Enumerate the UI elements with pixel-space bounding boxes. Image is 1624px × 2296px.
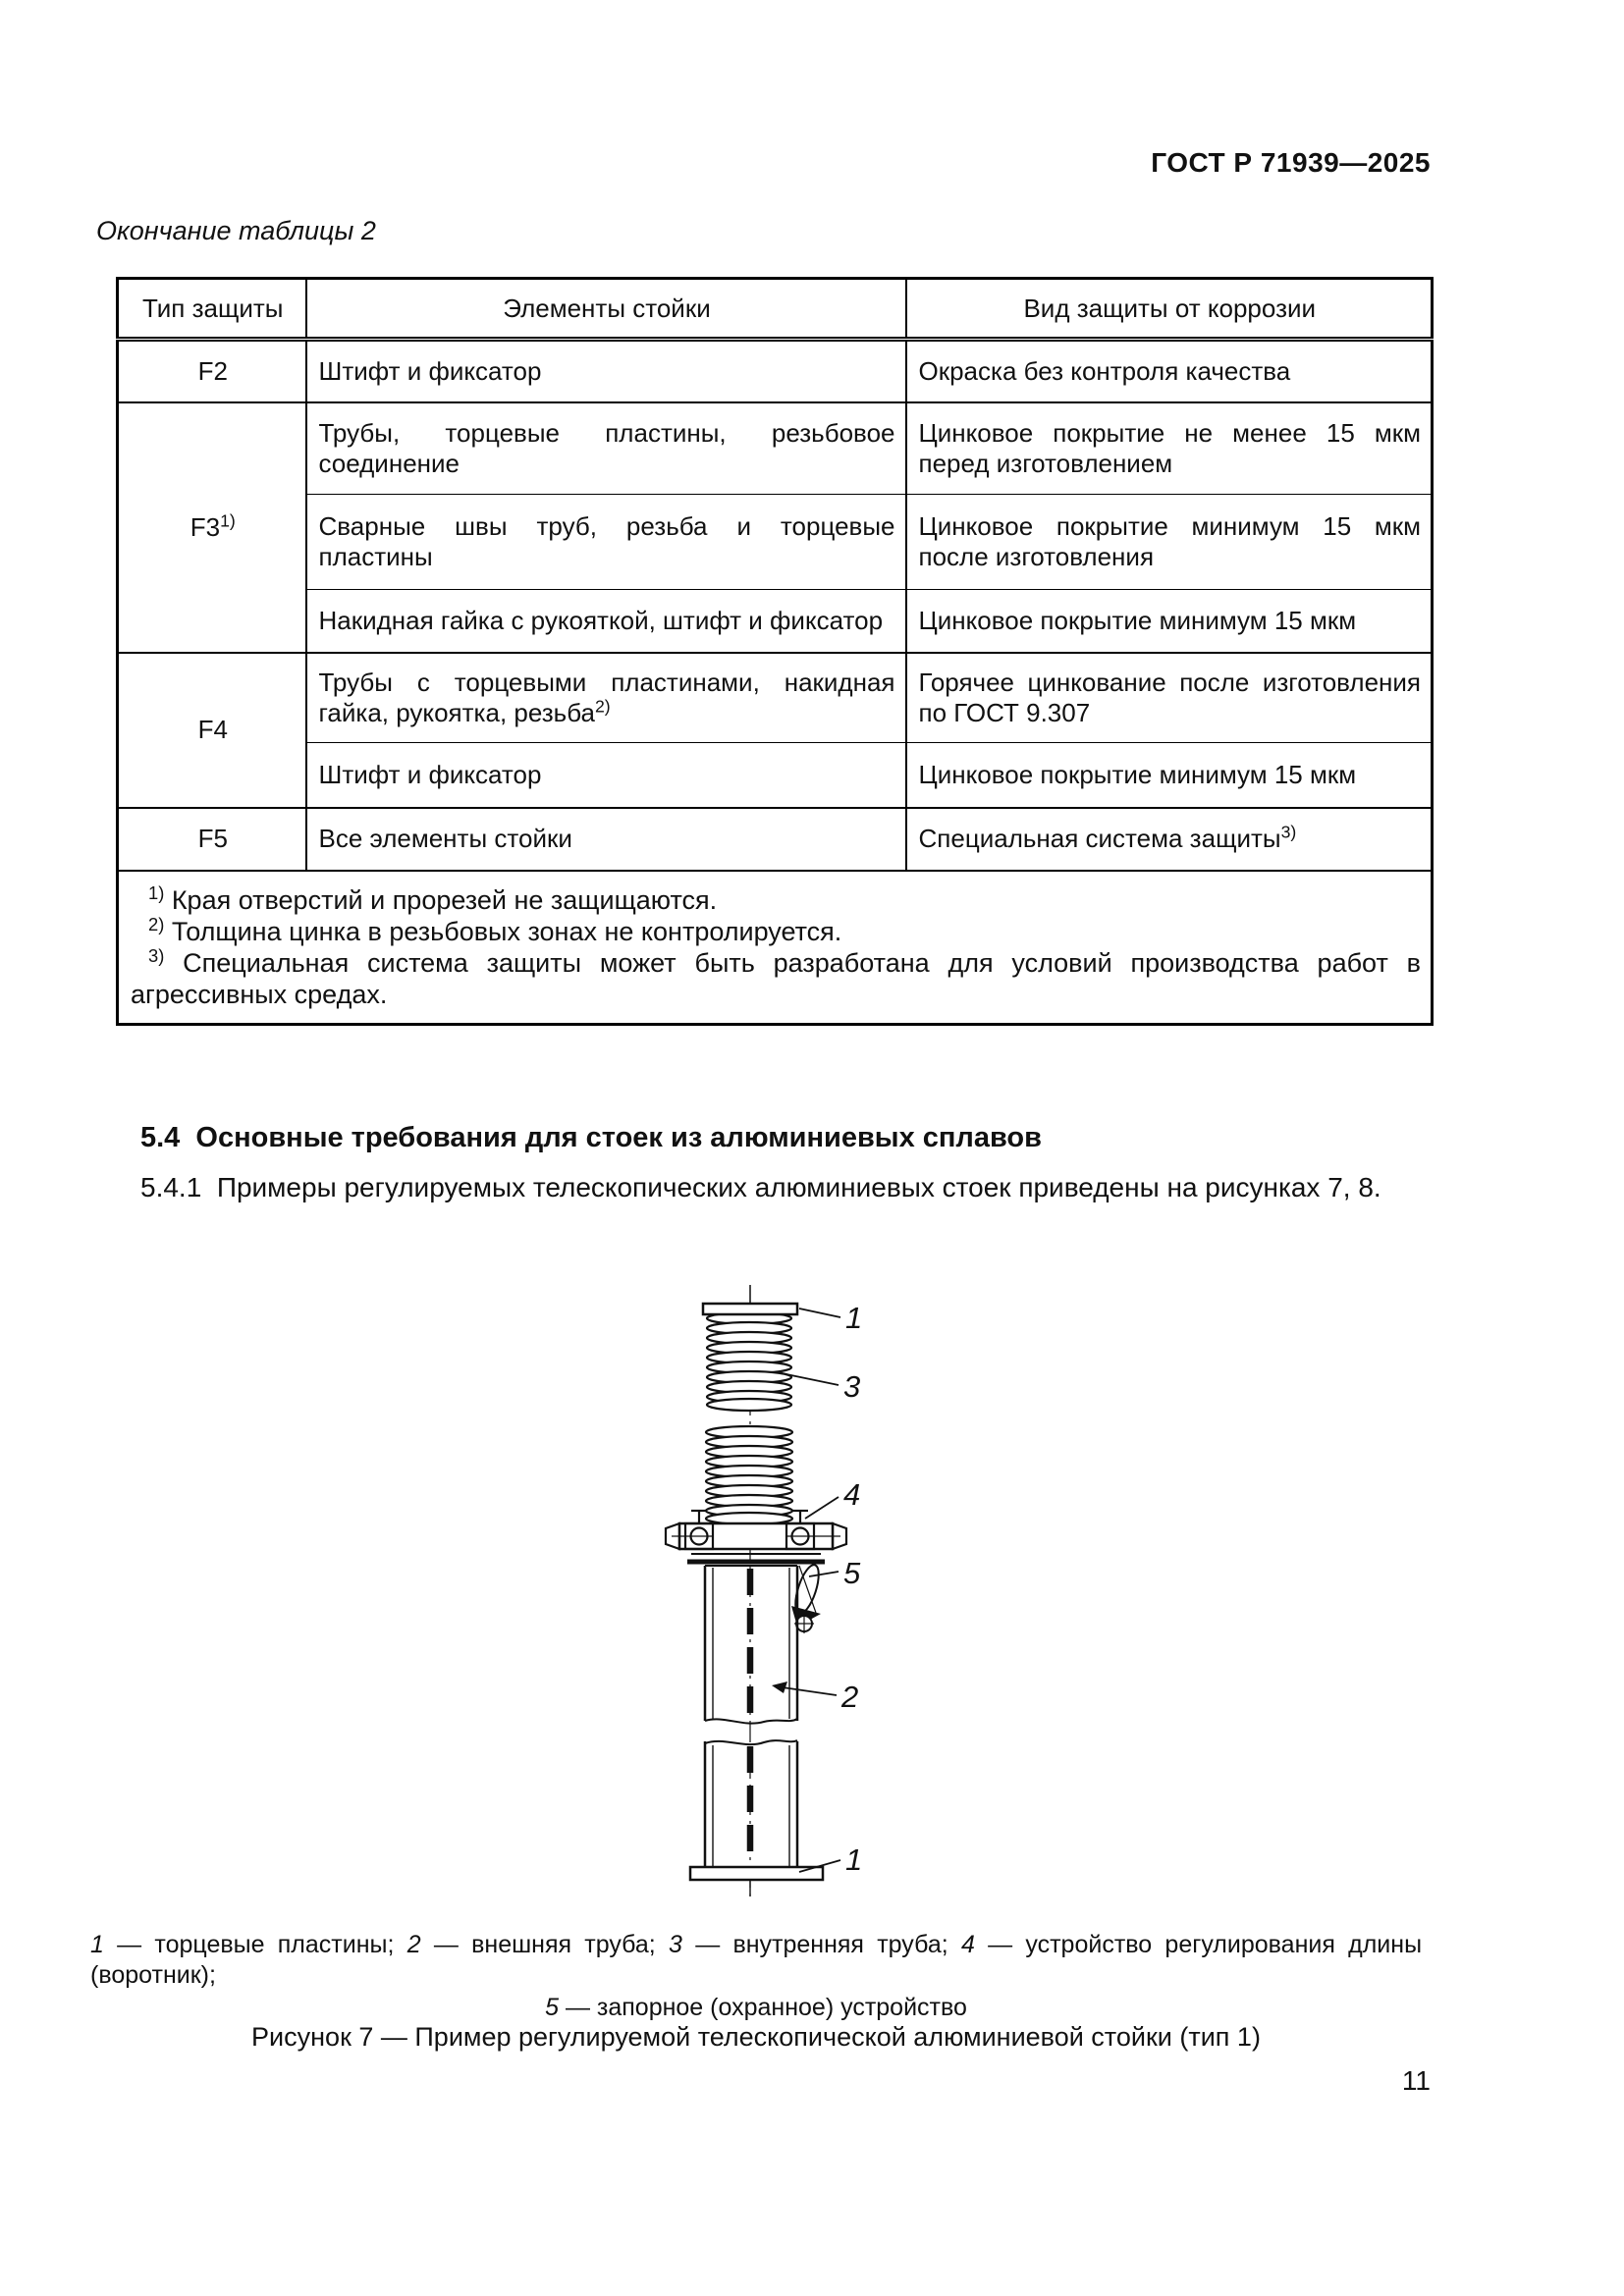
element-text: Трубы с торцевыми пластинами, накидная гайка, рукоятка, резьба bbox=[318, 667, 895, 727]
legend-text: — торцевые пластины; bbox=[117, 1931, 395, 1958]
section-heading-5-4: 5.4 Основные требования для стоек из алюминиевых сплавов bbox=[140, 1122, 1042, 1153]
cell-type-f5: F5 bbox=[118, 808, 306, 871]
figure-label-2: 2 bbox=[841, 1680, 859, 1714]
leader-top-plate bbox=[799, 1308, 840, 1317]
figure-label-3: 3 bbox=[843, 1369, 861, 1404]
cell-protection: Окраска без контроля качества bbox=[906, 340, 1433, 402]
legend-item bbox=[407, 1931, 656, 1958]
figure-labels bbox=[840, 1301, 862, 1877]
footnote-3-text: Специальная система защиты может быть разработана для условий производства работ в агрессивных средах. bbox=[131, 947, 1421, 1009]
cell-protection: Цинковое покрытие минимум 15 мкм bbox=[906, 743, 1433, 808]
top-plate bbox=[703, 1304, 797, 1314]
table-row bbox=[118, 743, 1433, 808]
table-row bbox=[118, 808, 1433, 871]
page-number: 11 bbox=[1401, 2065, 1431, 2096]
legend-line-2 bbox=[90, 1993, 1422, 2023]
protection-sup: 3) bbox=[1280, 822, 1297, 842]
type-sup: 1) bbox=[220, 509, 236, 530]
cell-element: Штифт и фиксатор bbox=[306, 743, 906, 808]
legend-item bbox=[90, 1931, 394, 1958]
cell-element: Накидная гайка с рукояткой, штифт и фиксатор bbox=[306, 590, 906, 653]
cell-type-f3 bbox=[118, 402, 306, 653]
footnote-3-sup: 3) bbox=[148, 944, 165, 966]
cell-protection: Цинковое покрытие минимум 15 мкм после изготовления bbox=[906, 495, 1433, 590]
prop-drawing-svg bbox=[589, 1271, 1001, 1909]
figure-label-1-bottom: 1 bbox=[845, 1842, 863, 1877]
element-sup: 2) bbox=[594, 696, 611, 717]
outer-tube-lower bbox=[705, 1740, 797, 1867]
figure-caption: Рисунок 7 — Пример регулируемой телескопической алюминиевой стойки (тип 1) bbox=[251, 2022, 1261, 2052]
cell-element: Сварные швы труб, резьба и торцевые пластины bbox=[306, 495, 906, 590]
bottom-plate bbox=[690, 1867, 823, 1880]
legend-text: — запорное (охранное) устройство bbox=[565, 1994, 967, 2021]
col-header-type: Тип защиты bbox=[118, 279, 306, 340]
footnote-2-sup: 2) bbox=[148, 913, 165, 934]
inner-tube-thread-lower bbox=[706, 1426, 792, 1524]
figure-7 bbox=[589, 1271, 1001, 1909]
figure-label-4: 4 bbox=[843, 1477, 861, 1512]
table-row bbox=[118, 340, 1433, 402]
cell-protection bbox=[906, 808, 1433, 871]
footnote-1-sup: 1) bbox=[148, 881, 165, 903]
legend-text: — внешняя труба; bbox=[433, 1931, 656, 1958]
col-header-elements: Элементы стойки bbox=[306, 279, 906, 340]
table-continuation-label: Окончание таблицы 2 bbox=[96, 216, 376, 245]
cell-type-f2: F2 bbox=[118, 340, 306, 402]
leader-collar bbox=[805, 1497, 839, 1519]
footnotes-row bbox=[118, 871, 1433, 1025]
paragraph-5-4-1: 5.4.1 Примеры регулируемых телескопических алюминиевых стоек приведены на рисунках 7, 8. bbox=[140, 1172, 1381, 1202]
legend-num: 1 bbox=[90, 1931, 104, 1958]
col-header-protection: Вид защиты от коррозии bbox=[906, 279, 1433, 340]
legend-text: — устройство регулирования длины (воротник); bbox=[90, 1931, 1423, 1989]
legend-text: — внутренняя труба; bbox=[695, 1931, 948, 1958]
table-header-row bbox=[118, 279, 1433, 340]
type-label: F3 bbox=[189, 511, 221, 542]
legend-num: 5 bbox=[545, 1994, 559, 2021]
footnote-2 bbox=[131, 913, 1421, 947]
legend-item bbox=[669, 1931, 948, 1958]
cell-element: Штифт и фиксатор bbox=[306, 340, 906, 402]
legend-num: 4 bbox=[960, 1931, 975, 1958]
footnote-2-text: Толщина цинка в резьбовых зонах не контролируется. bbox=[164, 916, 842, 946]
footnote-3 bbox=[131, 944, 1421, 1010]
cell-protection: Цинковое покрытие не менее 15 мкм перед изготовлением bbox=[906, 402, 1433, 495]
inner-tube-thread-upper bbox=[707, 1312, 791, 1411]
table-row bbox=[118, 653, 1433, 743]
cell-element: Все элементы стойки bbox=[306, 808, 906, 871]
cell-protection: Горячее цинкование после изготовления по ГОСТ 9.307 bbox=[906, 653, 1433, 743]
legend-num: 3 bbox=[669, 1931, 682, 1958]
figure-legend bbox=[90, 1930, 1422, 2023]
protection-text: Специальная система защиты bbox=[918, 824, 1281, 853]
figure-label-5: 5 bbox=[843, 1556, 861, 1590]
footnotes-cell bbox=[118, 871, 1433, 1025]
legend-num: 2 bbox=[406, 1931, 421, 1958]
cell-element bbox=[306, 653, 906, 743]
footnote-1-text: Края отверстий и прорезей не защищаются. bbox=[164, 884, 718, 915]
cell-element: Трубы, торцевые пластины, резьбовое соединение bbox=[306, 402, 906, 495]
protection-table bbox=[116, 277, 1434, 1026]
cell-type-f4: F4 bbox=[118, 653, 306, 808]
cell-protection: Цинковое покрытие минимум 15 мкм bbox=[906, 590, 1433, 653]
running-header: ГОСТ Р 71939—2025 bbox=[1151, 147, 1431, 178]
legend-line-1 bbox=[90, 1930, 1422, 1991]
table-row bbox=[118, 495, 1433, 590]
table-row bbox=[118, 590, 1433, 653]
outer-tube-upper bbox=[705, 1566, 797, 1724]
footnote-1 bbox=[131, 881, 1421, 916]
figure-label-1-top: 1 bbox=[845, 1301, 863, 1335]
lock-device bbox=[790, 1562, 823, 1633]
table-row bbox=[118, 402, 1433, 495]
leader-outer-tube-arrowhead bbox=[772, 1682, 787, 1693]
